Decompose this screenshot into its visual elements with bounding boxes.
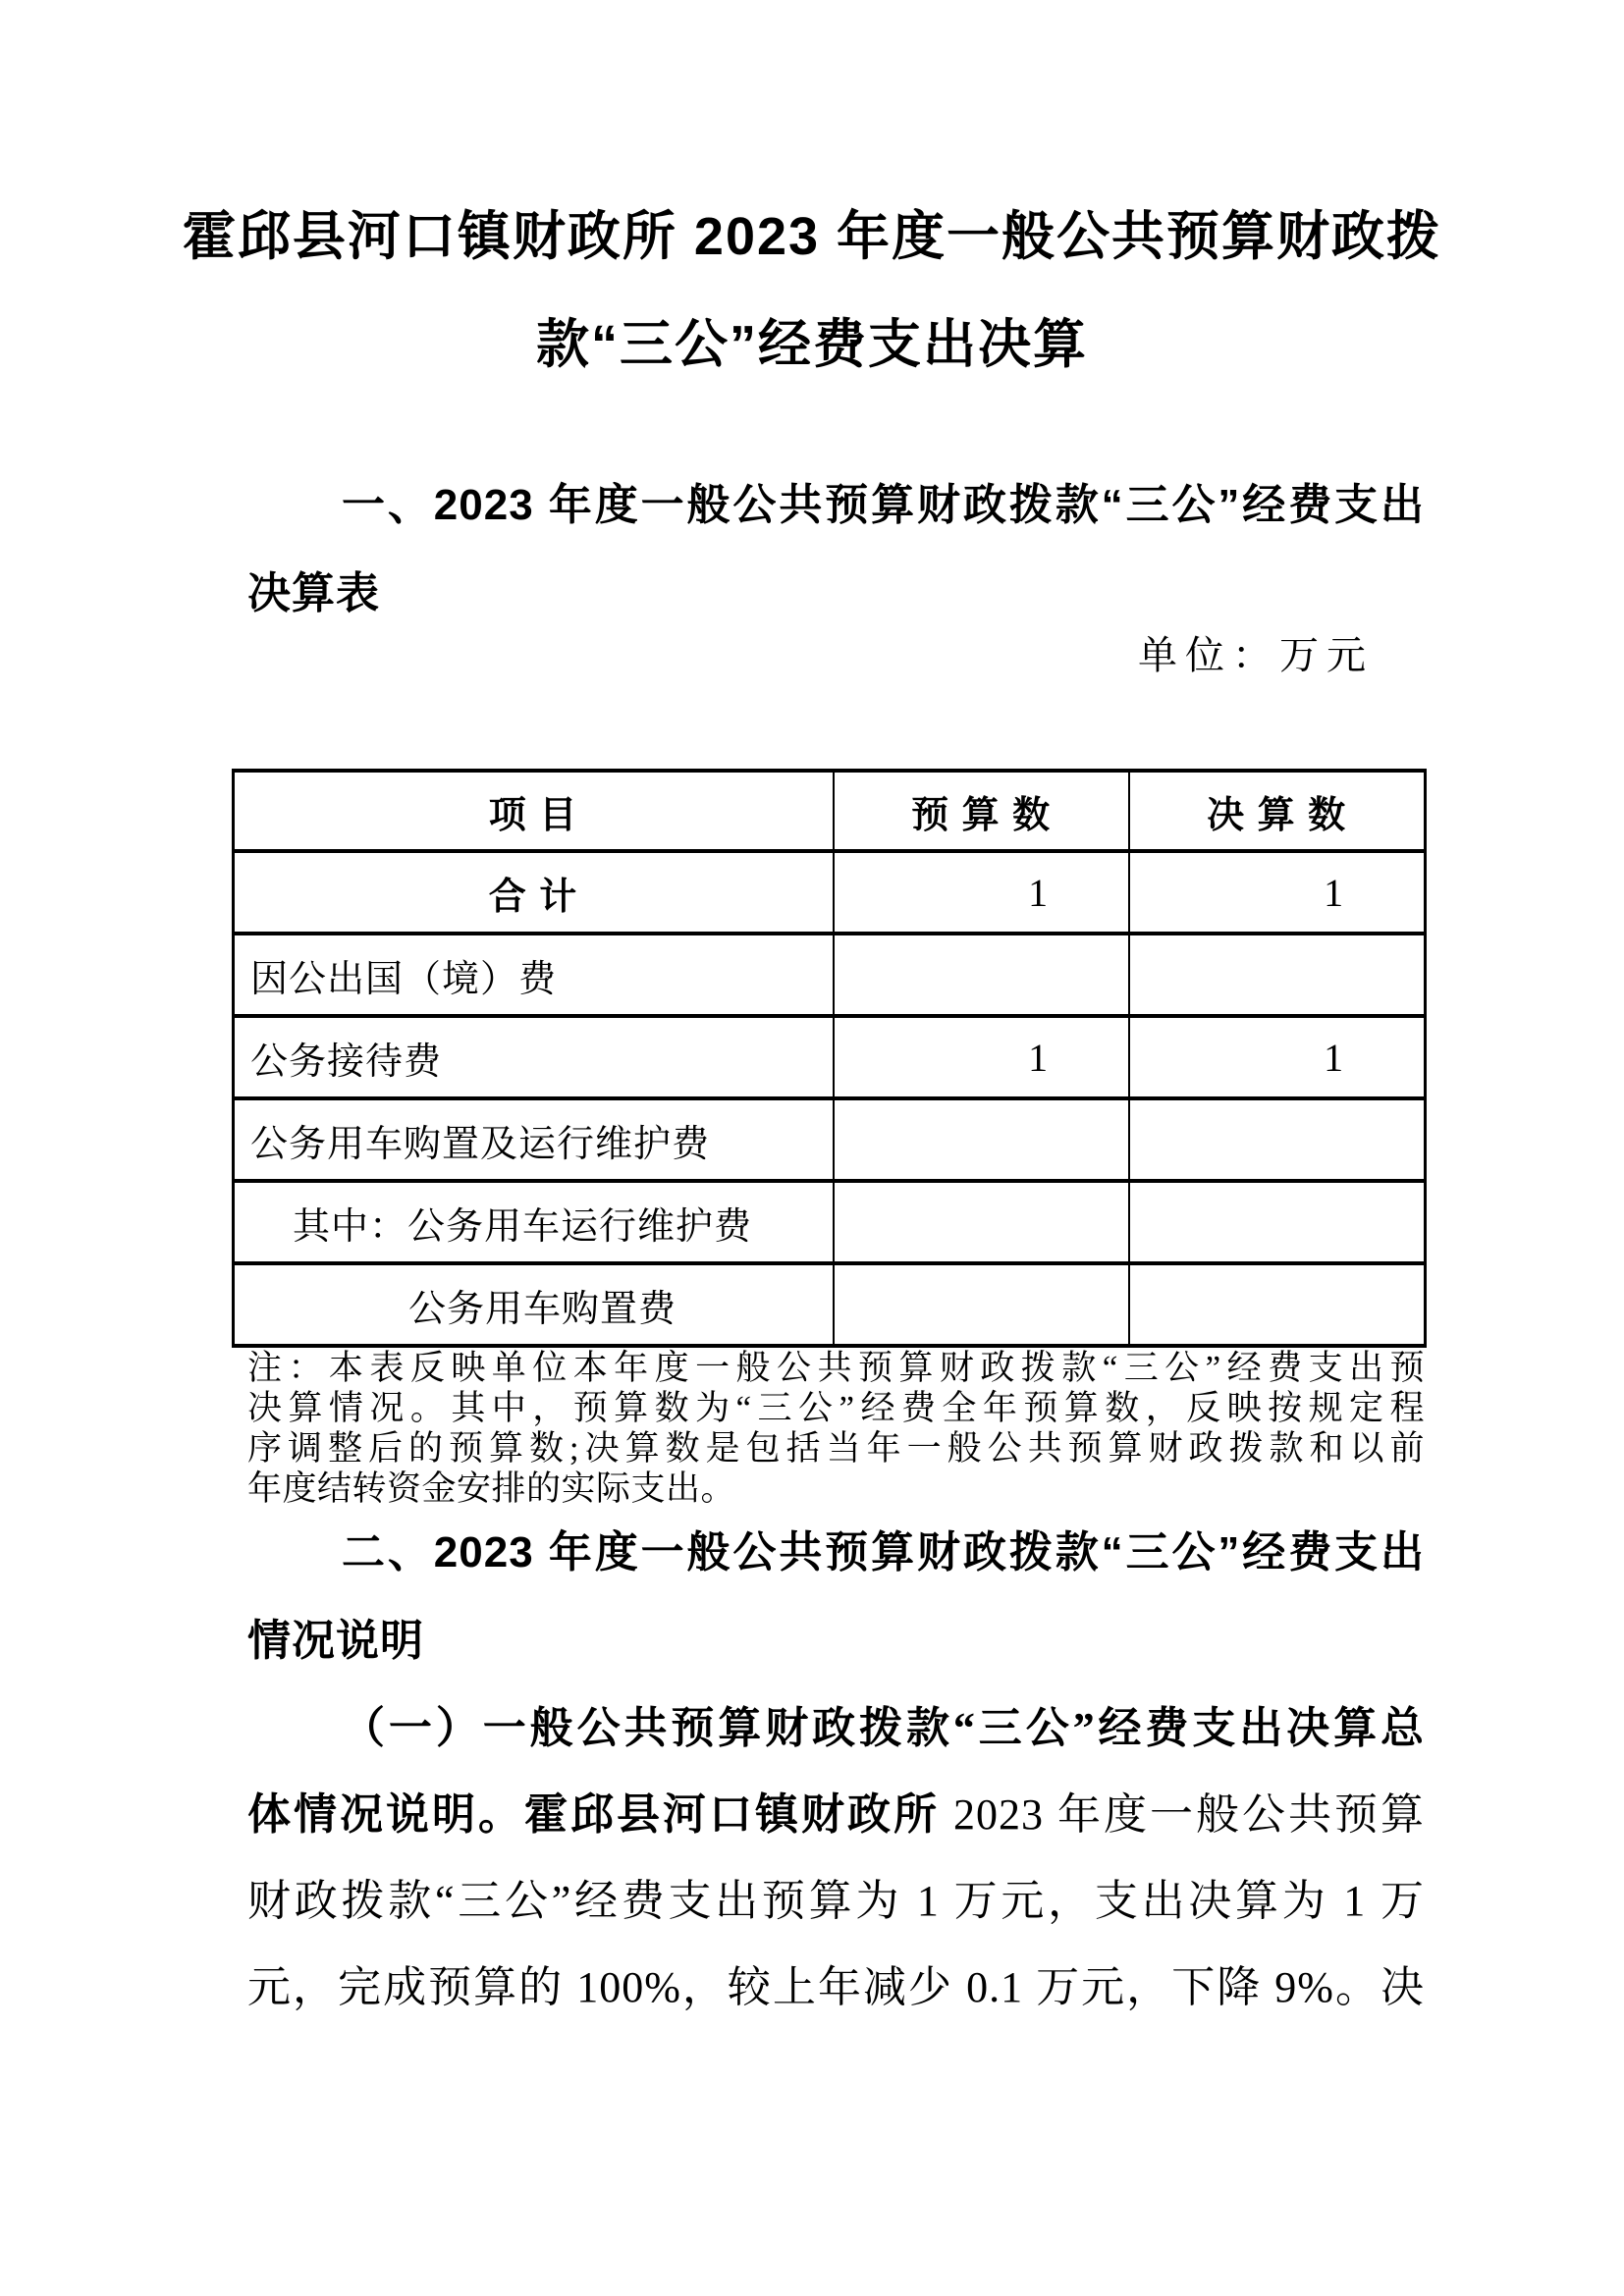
table-row-reception-fee [234, 1016, 1426, 1098]
row-budget-value: 1 [834, 1016, 1129, 1098]
unit-label: 单位：万元 [1138, 633, 1374, 677]
table-row-vehicle-purchase [234, 1263, 1426, 1346]
header-budget: 预 算 数 [834, 771, 1129, 851]
row-label: 其中：公务用车运行维护费 [234, 1181, 835, 1263]
paragraph-line-2 [247, 1772, 1425, 1858]
header-item: 项 目 [234, 771, 835, 851]
table-note-line-1: 注：本表反映单位本年度一般公共预算财政拨款“三公”经费支出预 [247, 1349, 1425, 1387]
paragraph-line-3: 财政拨款“三公”经费支出预算为 1 万元，支出决算为 1 万 [247, 1877, 1425, 1925]
row-budget-value [834, 934, 1129, 1016]
header-final: 决 算 数 [1129, 771, 1425, 851]
row-budget-value [834, 1263, 1129, 1346]
row-final-value [1129, 1098, 1425, 1181]
table-row-vehicle-purchase-and-maintenance [234, 1098, 1426, 1181]
table-note-line-3: 序调整后的预算数;决算数是包括当年一般公共预算财政拨款和以前 [247, 1429, 1425, 1468]
table-note [247, 1348, 1425, 1509]
section2-heading-line-1: 二、2023 年度一般公共预算财政拨款“三公”经费支出 [342, 1528, 1425, 1576]
table-header-row [234, 771, 1426, 851]
section2-paragraph [247, 1685, 1425, 2031]
row-final-value [1129, 934, 1425, 1016]
paragraph-line-1: （一）一般公共预算财政拨款“三公”经费支出决算总 [342, 1704, 1425, 1752]
row-final-value: 1 [1129, 1016, 1425, 1098]
section2-heading [247, 1509, 1425, 1685]
row-label: 合 计 [234, 851, 835, 934]
row-budget-value: 1 [834, 851, 1129, 934]
title-line-1: 霍邱县河口镇财政所 2023 年度一般公共预算财政拨 [182, 207, 1442, 266]
table-note-line-2: 决算情况。其中，预算数为“三公”经费全年预算数，反映按规定程 [247, 1389, 1425, 1427]
section1-heading-line-2: 决算表 [247, 569, 380, 617]
paragraph-line-4: 元，完成预算的 100%，较上年减少 0.1 万元，下降 9%。决 [247, 1963, 1425, 2011]
title-line-2: 款“三公”经费支出决算 [536, 315, 1088, 374]
paragraph-line-2-bold: 体情况说明。霍邱县河口镇财政所 [247, 1790, 940, 1839]
paragraph-line-2-rest: 2023 年度一般公共预算 [940, 1790, 1425, 1839]
section2-heading-line-2: 情况说明 [247, 1617, 424, 1665]
table-row-total [234, 851, 1426, 934]
table-row-vehicle-maintenance [234, 1181, 1426, 1263]
row-label: 因公出国（境）费 [234, 934, 835, 1016]
row-budget-value [834, 1098, 1129, 1181]
three-public-expenditure-table [232, 769, 1427, 1348]
table-row-abroad-fee [234, 934, 1426, 1016]
row-label: 公务接待费 [234, 1016, 835, 1098]
section1-heading [247, 461, 1425, 638]
row-final-value [1129, 1181, 1425, 1263]
table-note-line-4: 年度结转资金安排的实际支出。 [247, 1469, 736, 1508]
row-final-value: 1 [1129, 851, 1425, 934]
row-budget-value [834, 1181, 1129, 1263]
row-final-value [1129, 1263, 1425, 1346]
document-body [232, 461, 1425, 2031]
section1-heading-line-1: 一、2023 年度一般公共预算财政拨款“三公”经费支出 [342, 481, 1425, 529]
row-label: 公务用车购置及运行维护费 [234, 1098, 835, 1181]
row-label: 公务用车购置费 [234, 1263, 835, 1346]
document-title [0, 0, 1624, 399]
